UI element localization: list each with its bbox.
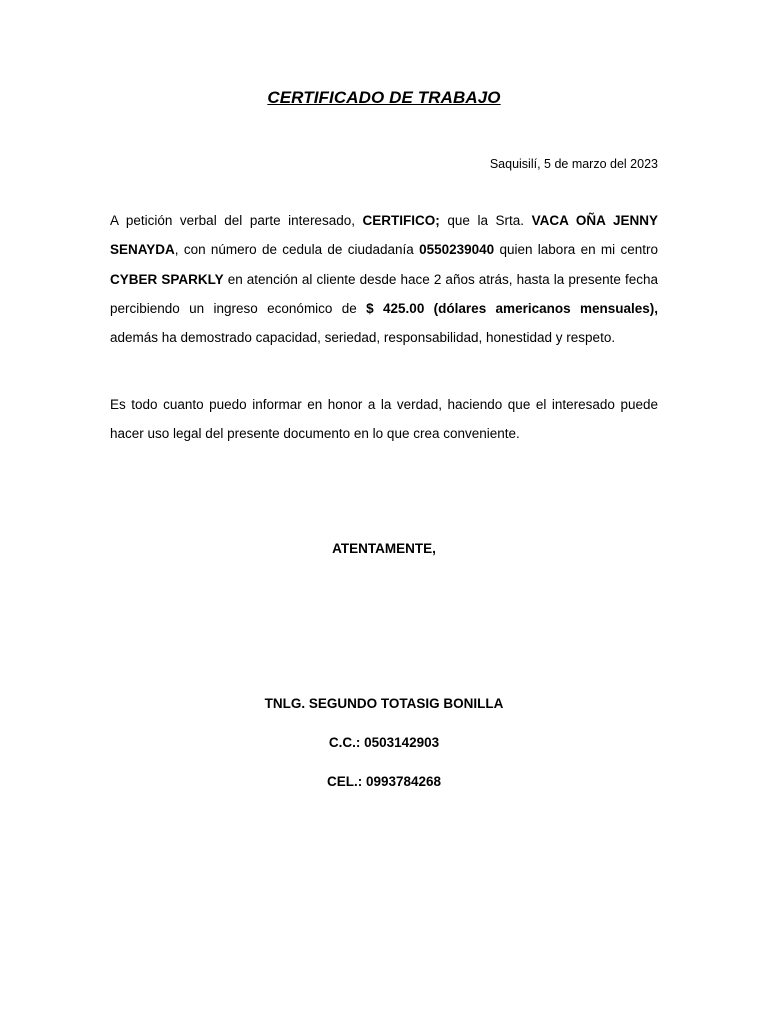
certifico-keyword: CERTIFICO; [362,213,440,228]
signer-phone: CEL.: 0993784268 [326,774,442,789]
signer-id: C.C.: 0503142903 [328,735,440,750]
document-title: CERTIFICADO DE TRABAJO [267,88,501,107]
paragraph-text: además ha demostrado capacidad, seriedad, responsabilidad, honestidad y respeto. [110,330,616,346]
signer-name: TNLG. SEGUNDO TOTASIG BONILLA [264,696,504,711]
paragraph-text: que la Srta. [439,213,532,228]
employee-name: VACA OÑA JENNY SENAYDA [110,213,659,258]
company-name: CYBER SPARKLY [110,271,224,287]
salary-amount: $ 425.00 (dólares americanos mensuales), [366,300,658,316]
paragraph-text: quien labora en mi centro [494,242,659,258]
paragraph-text: en atención al cliente desde hace 2 años atrás, hasta la presente fecha percibiendo un ingreso económico de [110,271,658,316]
statement-paragraph: Es todo cuanto puedo informar en honor a la verdad, haciendo que el interesado puede hacer uso legal del presente documento en lo que crea conveniente. [110,397,658,442]
place-date: Saquisilí, 5 de marzo del 2023 [489,157,658,171]
paragraph-text: , con número de cedula de ciudadanía [174,242,420,258]
closing-salutation: ATENTAMENTE, [332,541,436,556]
employee-id-number: 0550239040 [419,242,495,258]
paragraph-text: A petición verbal del parte interesado, [110,213,363,228]
certification-paragraph [110,206,658,352]
